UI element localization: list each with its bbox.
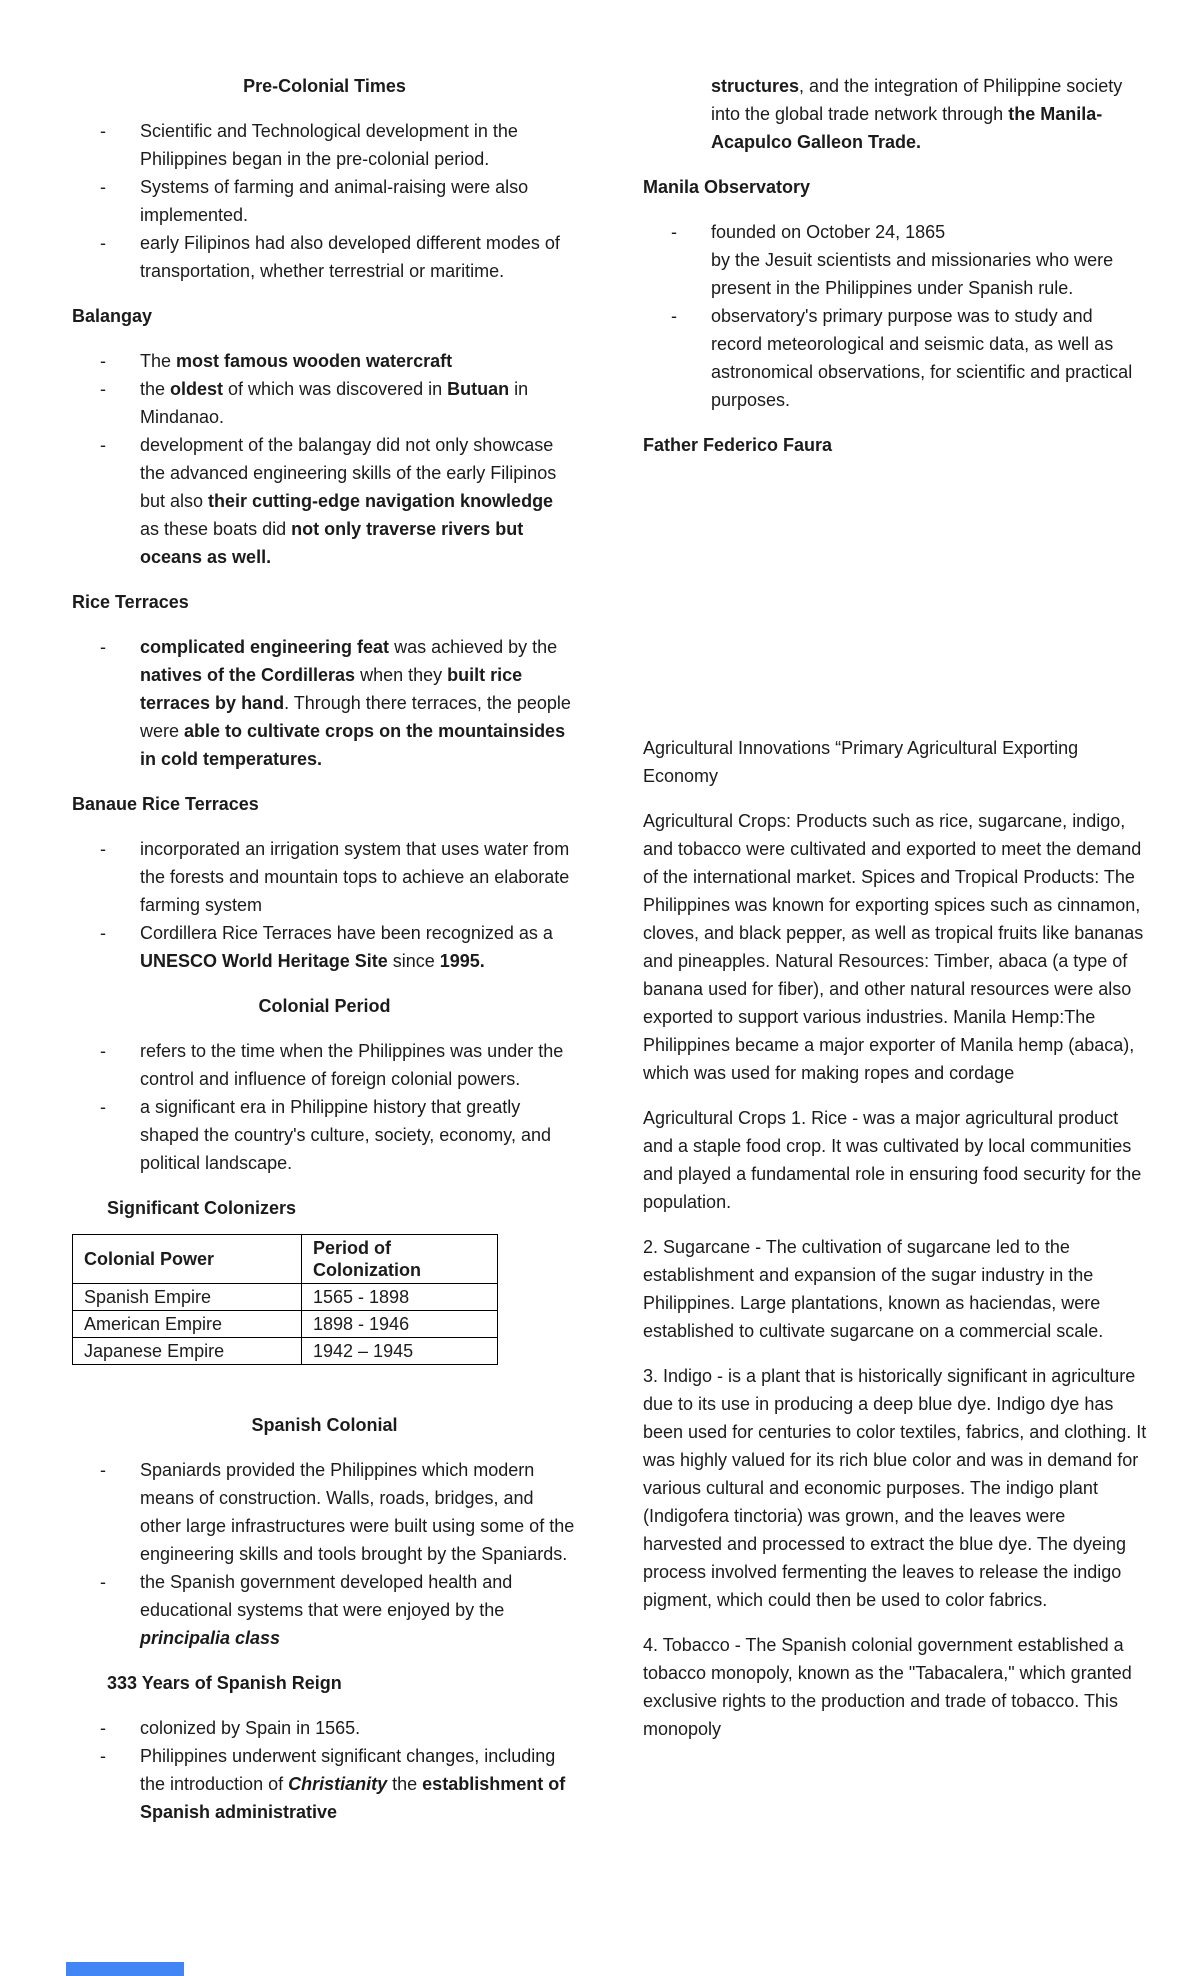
bullet-item: [72, 347, 577, 375]
bullet-dash-icon: -: [100, 121, 106, 141]
bullet-dash-icon: -: [671, 306, 677, 326]
bullet-item: [72, 919, 577, 975]
bullet-text: [711, 76, 1122, 152]
table-header-cell: Period of Colonization: [302, 1235, 498, 1284]
text-run: Agricultural Crops: Products such as rice, sugarcane, indigo, and tobacco were cultivated and exported to meet the demand of the international market. Spices and Tropical Products: The Philippines was known for exporting spices such as cinnamon, cloves, and black pepper, as well as tropical fruits like bananas and pineapples. Natural Resources: Timber, abaca (a type of banana used for fiber), and other natural resources were also exported to support various industries. Manila Hemp:The Philippines became a major exporter of Manila hemp (abaca), which was used for making ropes and cordage: [643, 811, 1144, 1083]
bullet-text: [140, 1718, 360, 1738]
bullet-dash-icon: -: [100, 839, 106, 859]
column-right: [643, 72, 1148, 1826]
bullet-dash-icon: -: [100, 1718, 106, 1738]
text-run: 333 Years of Spanish Reign: [107, 1673, 342, 1693]
text-run: 4. Tobacco - The Spanish colonial government established a tobacco monopoly, known as the "Tabacalera," which granted exclusive rights to the production and trade of tobacco. This monopoly: [643, 1635, 1132, 1739]
paragraph: [643, 807, 1148, 1087]
bullet-list: [72, 835, 577, 975]
section-heading: [643, 173, 1148, 201]
section-heading: [72, 992, 577, 1020]
bullet-item: [72, 1742, 577, 1826]
bullet-item: [72, 1037, 577, 1093]
text-run: a significant era in Philippine history that greatly shaped the country's culture, society, economy, and political landscape.: [140, 1097, 551, 1173]
text-run: Banaue Rice Terraces: [72, 794, 259, 814]
text-run: Pre-Colonial Times: [243, 76, 406, 96]
bullet-dash-icon: -: [671, 222, 677, 242]
bullet-item: [72, 1714, 577, 1742]
bullet-item: [72, 431, 577, 571]
bullet-list: [72, 633, 577, 773]
bullet-list: [643, 218, 1148, 414]
text-run: complicated engineering feat: [140, 637, 390, 657]
bullet-dash-icon: -: [100, 1097, 106, 1117]
bullet-item: [72, 1093, 577, 1177]
text-run: oldest: [170, 379, 224, 399]
text-run: Systems of farming and animal-raising were also implemented.: [140, 177, 529, 225]
text-run: 2. Sugarcane - The cultivation of sugarcane led to the establishment and expansion of the sugar industry in the Philippines. Large plantations, known as haciendas, were established to cultivate sugarcane on a commercial scale.: [643, 1237, 1104, 1341]
text-run: natives of the Cordilleras: [140, 665, 356, 685]
text-run: . Through there terraces, the people were: [140, 693, 571, 741]
table-cell: Japanese Empire: [73, 1338, 302, 1365]
bullet-item: [72, 229, 577, 285]
text-run: their cutting-edge navigation knowledge: [208, 491, 554, 511]
bullet-item: [72, 1456, 577, 1568]
bullet-dash-icon: -: [100, 1460, 106, 1480]
bullet-text: [140, 839, 569, 915]
text-run: able to cultivate crops on the mountainsides in cold temperatures.: [140, 721, 566, 769]
text-run: of which was discovered in: [223, 379, 448, 399]
text-run: Philippines underwent significant changes, including the introduction of: [140, 1746, 556, 1794]
section-heading: [72, 1194, 577, 1222]
text-run: Rice Terraces: [72, 592, 189, 612]
text-run: The: [140, 351, 177, 371]
text-run: the Spanish government developed health and educational systems that were enjoyed by the: [140, 1572, 513, 1620]
text-run: Spaniards provided the Philippines which modern means of construction. Walls, roads, bridges, and other large infrastructures were built using some of the engineering skills and tools brought by the Spaniards.: [140, 1460, 575, 1564]
image-placeholder-space: [643, 459, 1148, 717]
bullet-list: [72, 1037, 577, 1177]
bullet-text: [140, 233, 560, 281]
bullet-text: [140, 1460, 574, 1564]
bullet-item: [72, 633, 577, 773]
text-run: Christianity: [288, 1774, 388, 1794]
bullet-list: [72, 117, 577, 285]
section-heading: [72, 790, 577, 818]
text-run: was achieved by the: [389, 637, 558, 657]
bullet-item: [643, 72, 1148, 156]
bullet-list: [643, 72, 1148, 156]
bullet-text: [140, 637, 571, 769]
text-run: Butuan: [447, 379, 510, 399]
text-run: incorporated an irrigation system that uses water from the forests and mountain tops to achieve an elaborate farming system: [140, 839, 570, 915]
bullet-list: [72, 1456, 577, 1652]
section-heading: [72, 302, 577, 330]
bullet-text: [711, 222, 1113, 298]
bullet-text: [140, 351, 452, 371]
text-run: observatory's primary purpose was to study and record meteorological and seismic data, as well as astronomical observations, for scientific and practical purposes.: [711, 306, 1133, 410]
paragraph: [643, 1631, 1148, 1743]
paragraph: [643, 1233, 1148, 1345]
text-run: not only traverse rivers but oceans as well.: [140, 519, 524, 567]
section-heading: [643, 431, 1148, 459]
bullet-item: [643, 302, 1148, 414]
bullet-item: [72, 1568, 577, 1652]
bullet-dash-icon: -: [100, 233, 106, 253]
bullet-item: [643, 218, 1148, 302]
bullet-dash-icon: -: [100, 379, 106, 399]
bullet-text: [140, 1746, 565, 1822]
section-heading: [72, 1669, 577, 1697]
bullet-item: [72, 835, 577, 919]
bullet-dash-icon: -: [100, 1746, 106, 1766]
text-run: as these boats did: [140, 519, 292, 539]
section-heading: [72, 588, 577, 616]
text-run: UNESCO World Heritage Site: [140, 951, 388, 971]
text-run: early Filipinos had also developed different modes of transportation, whether terrestrial or maritime.: [140, 233, 560, 281]
text-run: the Manila-Acapulco Galleon Trade.: [711, 104, 1103, 152]
text-run: Balangay: [72, 306, 153, 326]
bullet-dash-icon: -: [100, 637, 106, 657]
text-run: most famous wooden watercraft: [176, 351, 453, 371]
table-row: [73, 1338, 498, 1365]
bullet-item: [72, 117, 577, 173]
text-run: in Mindanao.: [140, 379, 529, 427]
bullet-text: [140, 379, 528, 427]
text-run: since: [387, 951, 440, 971]
bullet-dash-icon: -: [100, 923, 106, 943]
bullet-list: [72, 347, 577, 571]
bullet-item: [72, 375, 577, 431]
table-cell: 1898 - 1946: [302, 1311, 498, 1338]
table-row: [73, 1311, 498, 1338]
text-run: by the Jesuit scientists and missionaries who were present in the Philippines under Spanish rule.: [711, 250, 1114, 298]
bullet-text: [140, 923, 553, 971]
bullet-item: [72, 173, 577, 229]
text-run: Father Federico Faura: [643, 435, 833, 455]
section-heading: [72, 1411, 577, 1439]
text-run: development of the balangay did not only showcase the advanced engineering skills of the early Filipinos but also: [140, 435, 557, 511]
bullet-dash-icon: -: [100, 1041, 106, 1061]
table-header-row: [73, 1235, 498, 1284]
bullet-dash-icon: -: [100, 435, 106, 455]
table-cell: 1942 – 1945: [302, 1338, 498, 1365]
paragraph: [643, 1362, 1148, 1614]
text-run: the: [387, 1774, 423, 1794]
text-run: colonized by Spain in 1565.: [140, 1718, 361, 1738]
text-run: principalia class: [140, 1628, 281, 1648]
text-run: 3. Indigo - is a plant that is historically significant in agriculture due to its use in producing a deep blue dye. Indigo dye has been used for centuries to color textiles, fabrics, and clothing. It was highly valued for its rich blue color and was in demand for various cultural and economic purposes. The indigo plant (Indigofera tinctoria) was grown, and the leaves were harvested and processed to extract the blue dye. The dyeing process involved fermenting the leaves to release the indigo pigment, which could then be used to color fabrics.: [643, 1366, 1147, 1610]
bullet-text: [711, 306, 1132, 410]
text-run: 1995.: [439, 951, 485, 971]
column-left: [72, 72, 577, 1826]
paragraph: [643, 1104, 1148, 1216]
text-run: Scientific and Technological development in the Philippines began in the pre-colonial period.: [140, 121, 518, 169]
table-row: [73, 1284, 498, 1311]
bullet-dash-icon: -: [100, 177, 106, 197]
text-run: Manila Observatory: [643, 177, 811, 197]
text-run: Agricultural Innovations “Primary Agricultural Exporting Economy: [643, 738, 1079, 786]
bullet-list: [72, 1714, 577, 1826]
colonizers-table: [72, 1234, 498, 1365]
bullet-text: [140, 1572, 512, 1648]
text-run: Agricultural Crops 1. Rice - was a major agricultural product and a staple food crop. It was cultivated by local communities and played a fundamental role in ensuring food security for the population.: [643, 1108, 1142, 1212]
text-run: Cordillera Rice Terraces have been recognized as a: [140, 923, 553, 943]
text-run: structures: [711, 76, 800, 96]
bullet-dash-icon: -: [100, 351, 106, 371]
bullet-text: [140, 1097, 551, 1173]
text-run: the: [140, 379, 171, 399]
bullet-dash-icon: -: [100, 1572, 106, 1592]
text-run: Significant Colonizers: [107, 1198, 297, 1218]
text-run: Spanish Colonial: [251, 1415, 398, 1435]
blue-accent-bar: [66, 1962, 184, 1976]
text-run: , and the integration of Philippine society into the global trade network through: [711, 76, 1123, 124]
text-run: founded on October 24, 1865: [711, 222, 946, 242]
text-run: refers to the time when the Philippines was under the control and influence of foreign colonial powers.: [140, 1041, 564, 1089]
bullet-text: [140, 121, 518, 169]
text-run: when they: [355, 665, 448, 685]
text-run: built rice terraces by hand: [140, 665, 523, 713]
text-run: establishment of Spanish administrative: [140, 1774, 566, 1822]
table-cell: American Empire: [73, 1311, 302, 1338]
table-cell: Spanish Empire: [73, 1284, 302, 1311]
bullet-text: [140, 435, 556, 567]
table-cell: 1565 - 1898: [302, 1284, 498, 1311]
paragraph: [643, 734, 1148, 790]
bullet-text: [140, 177, 528, 225]
bullet-text: [140, 1041, 563, 1089]
section-heading: [72, 72, 577, 100]
table-header-cell: Colonial Power: [73, 1235, 302, 1284]
text-run: Colonial Period: [258, 996, 391, 1016]
